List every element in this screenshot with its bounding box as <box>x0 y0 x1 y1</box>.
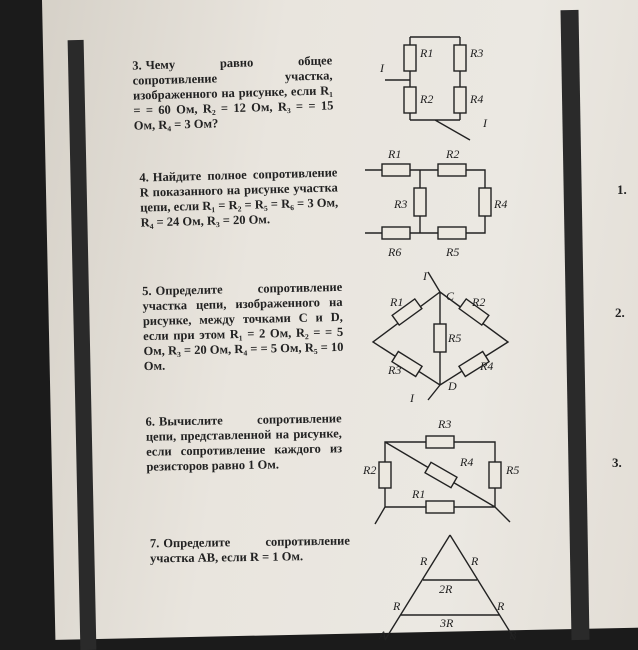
label: R3 <box>438 417 452 431</box>
problem-4 <box>139 165 339 230</box>
margin-number: 1. <box>617 182 627 197</box>
circuit-figure-6 <box>360 412 520 532</box>
label: R1 <box>390 295 404 309</box>
circuit-figure-7 <box>375 535 525 640</box>
resistor-r4 <box>425 462 457 487</box>
resistor-r3 <box>426 436 454 448</box>
resistor-r5 <box>489 462 501 488</box>
resistor-r2 <box>379 462 391 488</box>
problem-number: 6. <box>145 414 156 429</box>
problem-text: Определите сопротивление участка AB, если R = 1 Ом. <box>150 533 350 566</box>
problem-text: Найдите полное сопротивление R показанного на рисунке участка цепи, если R₁ = R₂ = R₅ = R₆ = 3 Ом, R₄ = 24 Ом, R₃ = 20 Ом. <box>139 165 339 230</box>
label: 2R <box>439 582 453 596</box>
problem-text: Вычислите сопротивление цепи, представленной на рисунке, если сопротивление каждого из резисторов равно 1 Ом. <box>145 411 343 474</box>
label: C <box>446 289 455 303</box>
label: I <box>380 61 384 75</box>
problem-number: 5. <box>142 283 152 299</box>
resistor-r4 <box>454 87 466 113</box>
label: R4 <box>460 455 474 469</box>
label: R6 <box>388 245 402 259</box>
resistor-r2 <box>404 87 416 113</box>
label: D <box>448 379 457 393</box>
label: R5 <box>448 331 462 345</box>
label: R2 <box>472 295 486 309</box>
label: R4 <box>470 92 484 106</box>
label: R <box>393 599 401 613</box>
label: R1 <box>388 147 402 161</box>
label: A <box>379 628 387 642</box>
resistor-r4 <box>479 188 491 216</box>
label: R2 <box>420 92 434 106</box>
label: R5 <box>506 463 520 477</box>
resistor-r3 <box>454 45 466 71</box>
label: R4 <box>494 197 508 211</box>
problem-6 <box>145 411 342 474</box>
label: R2 <box>446 147 460 161</box>
resistor-r1 <box>382 164 410 176</box>
resistor-r2 <box>438 164 466 176</box>
label: R <box>471 554 479 568</box>
margin-number: 3. <box>612 455 622 470</box>
resistor-r5 <box>434 324 446 352</box>
label: R <box>497 599 505 613</box>
problem-number: 7. <box>149 536 160 551</box>
resistor-r6 <box>382 227 410 239</box>
label: R2 <box>363 463 377 477</box>
label: R3 <box>388 363 402 377</box>
resistor-r1 <box>426 501 454 513</box>
problem-text: Чему равно общее сопротивление участка, изображенного на рисунке, если R₁ = = 60 Ом, R₂ = 12 Ом, R₃ = = 15 Ом, R₄ = 3 Ом? <box>132 53 334 133</box>
label: I <box>423 269 427 283</box>
label: R5 <box>446 245 460 259</box>
label: 3R <box>440 616 454 630</box>
label: I <box>410 391 414 405</box>
label: R <box>420 554 428 568</box>
label: B <box>509 628 517 642</box>
problem-number: 3. <box>132 58 142 73</box>
circuit-figure-4 <box>360 148 510 263</box>
problem-3 <box>132 53 334 133</box>
problem-5 <box>142 280 344 374</box>
label: R3 <box>394 197 408 211</box>
label: I <box>483 116 487 130</box>
resistor-r3 <box>414 188 426 216</box>
resistor-r5 <box>438 227 466 239</box>
label: R1 <box>420 46 434 60</box>
problem-number: 4. <box>139 170 149 185</box>
label: R1 <box>412 487 426 501</box>
problem-text: Определите сопротивление участка цепи, изображенного на рисунке, между точками C и D, если при этом R₁ = 2 Ом, R₂ = = 5 Ом, R₃ = 20 Ом, R₄ = = 5 Ом, R₅ = 10 Ом. <box>142 279 344 374</box>
circuit-figure-3 <box>375 25 515 145</box>
label: R4 <box>480 359 494 373</box>
resistor-r1 <box>404 45 416 71</box>
circuit-figure-5 <box>368 270 523 405</box>
problem-7 <box>150 534 350 567</box>
label: R3 <box>470 46 484 60</box>
margin-number: 2. <box>615 305 625 320</box>
